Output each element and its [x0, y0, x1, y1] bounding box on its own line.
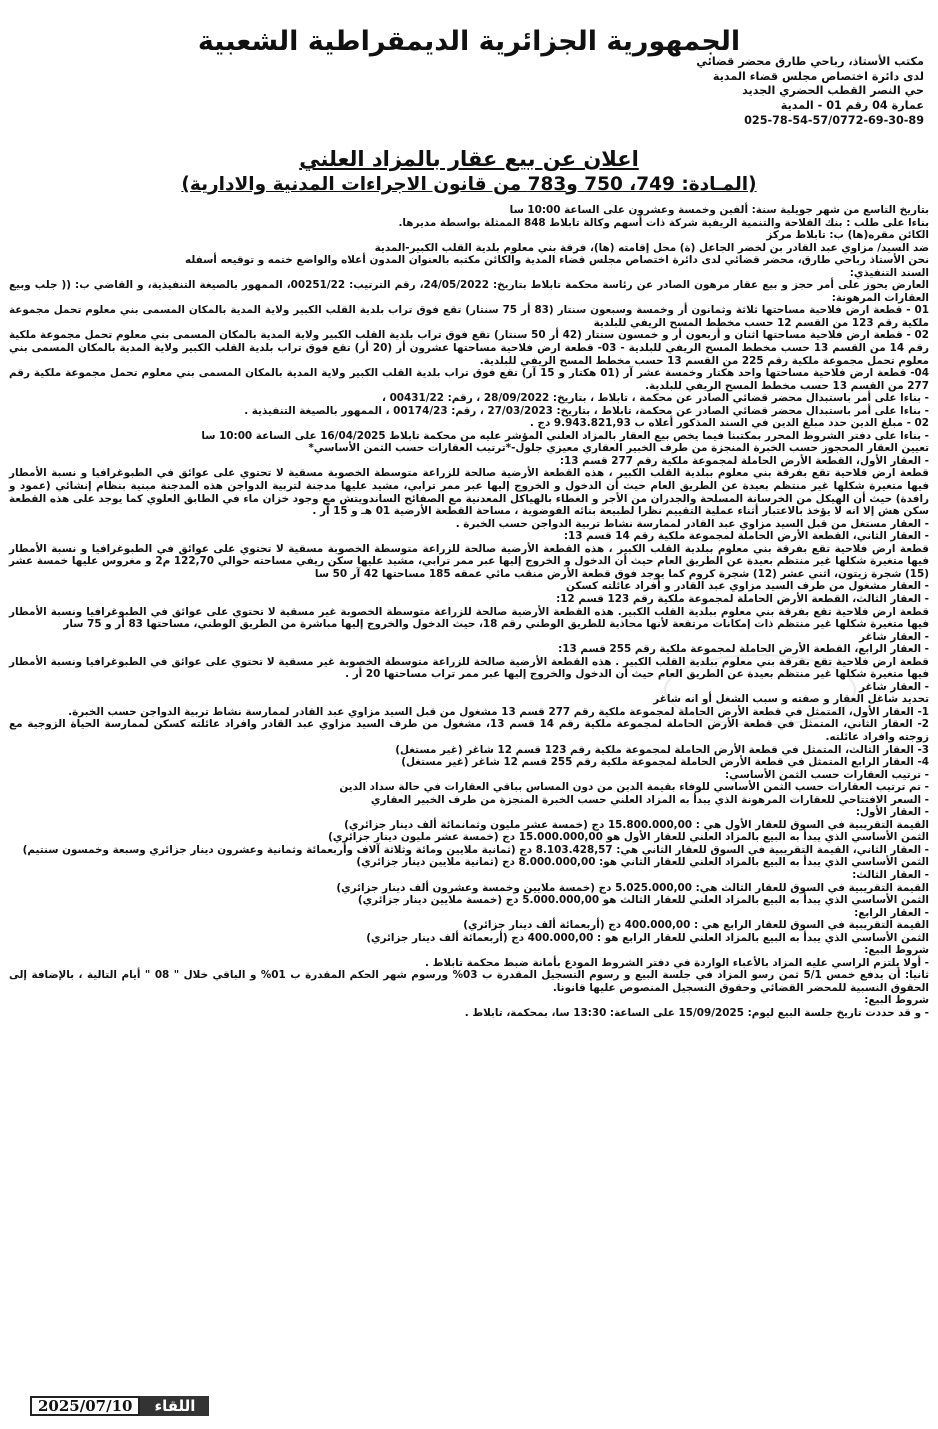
- notice-title-articles: (المـادة: 749، 750 و783 من قانون الاجراءات المدنية والادارية): [181, 174, 757, 195]
- notice-paragraph: السند التنفيذي:: [849, 266, 929, 279]
- notice-paragraph: القيمة التقريبية في السوق للعقار الثالث هي: 5.025.000,00 دج (خمسة ملايين وخمسة وعشرون ألف دينار جزائري): [336, 881, 929, 894]
- notice-paragraph: - أولا يلتزم الراسي عليه المزاد بالأعباء الواردة في دفتر الشروط المودع بأمانة ضبط محكمة تابلاط .: [425, 956, 929, 969]
- notice-paragraph: - و قد حددت تاريخ جلسة البيع ليوم: 15/09/2025 على الساعة: 13:30 سا، بمحكمة، تابلاط .: [464, 1007, 929, 1019]
- notice-title-main: اعلان عن بيع عقار بالمزاد العلني: [299, 147, 639, 171]
- notice-paragraph: بناءا على طلب : بنك الفلاحة والتنمية الريفية شركة ذات أسهم وكالة تابلاط 848 الممثلة بواسطة مديرها.: [398, 216, 929, 229]
- office-line: عمارة 04 رقم 01 - المدية: [780, 99, 924, 113]
- notice-paragraph: ضد السيد/ مزاوي عبد القادر بن لخضر الجاعل (ة) محل إقامته (ها)، فرقة بني معلوم بلدية القلب الكبير-المدية: [374, 241, 929, 254]
- publication-date: 2025/07/10: [30, 1396, 140, 1416]
- bailiff-office-block: [484, 55, 924, 129]
- newspaper-footer: [30, 1396, 209, 1416]
- notice-paragraph: بتاريخ التاسع من شهر جويلية سنة: ألفين وخمسة وعشرون على الساعة 10:00 سا: [509, 204, 929, 216]
- office-phones: 025-78-54-57/0772-69-30-89: [744, 113, 924, 127]
- notice-paragraph: الثمن الأساسي الذي يبدأ به البيع بالمزاد العلني للعقار الثاني هو: 8.000.000,00 دج (ثمانية ملايين دينار جزائري): [356, 856, 929, 869]
- notice-paragraph: قطعة ارض فلاحية تقع بفرقة بني معلوم ببلدية القلب الكبير. هذه القطعة الأرضية صالحة للزراعة متوسطة الخصوبة غير مسقية لا تحتوي على عوائق في الطبوغرافيا ونسبة الأمطار فيها متغيرة شكلها غير منتظم ذات إمكانات مرتفعة لأنها محاذية للطريق الوطني رقم 18، حيث الدخول والخروج إليها مباشرة من الطريق الوطني، مساحتها 83 أر و 75 سار: [9, 605, 929, 631]
- notice-paragraph: - العقار مستغل من قبل السيد مزاوي عبد القادر لممارسة نشاط تربية الدواجن حسب الخبرة .: [455, 517, 929, 530]
- notice-paragraph: 02 - مبلغ الدين حدد مبلغ الدين في السند المذكور أعلاه ب 9.943.821,93 دج .: [529, 417, 929, 430]
- notice-paragraph: - ترتيب العقارات حسب الثمن الأساسي:: [725, 768, 929, 781]
- notice-paragraph: 02 - قطعة ارض فلاحية مساحتها اثنان و أربعون أر و خمسون سنتار (42 أر 50 سنتار) تقع فوق تراب بلدية القلب الكبير ولاية المدية بالمكان المسمى بني معلوم تحمل مجموعة ملكية رقم 14 من القسم 13 حسب مخطط المسح الريفي للبلدية - 03- قطعة ارض فلاحية مساحتها عشرون أر (20 أر) تقع فوق تراب بلدية القلب الكبير ولاية المدية بالمكان المسمى بني معلوم تحمل مجموعة ملكية رقم 225 من القسم 13 حسب مخطط المسح الريفي للبلدية.: [9, 329, 930, 367]
- notice-paragraph: 2- العقار الثاني، المتمثل في قطعة الأرض الحاملة لمجموعة ملكية رقم 14 قسم 13، مشغول من طرف السيد مزاوي عبد القادر وافراد عائلته كسكن لممارسة الحياة الزوجية مع زوجته وافراد عائلته.: [9, 718, 929, 743]
- notice-paragraph: الكائن مقره(ها) ب: تابلاط مركز: [766, 229, 929, 242]
- notice-body: [9, 204, 929, 1020]
- notice-paragraph: قطعة ارض فلاحية تقع بفرقة بني معلوم ببلدية القلب الكبير ، هذه القطعة الأرضية صالحة للزراعة متوسطة الخصوبة مسقية لا تحتوي على عوائق في الطبوغرافيا و نسبة الأمطار فيها متغيرة شكلها غير منتظم بعيدة عن الطريق العام حيث أن الدخول و الخروج إليها عبر ممر ترابي، مشيد عليها مدجنة لتربية الدواجن هذه المدجنة مبنية بنظام إنشائي (عمود و رافدة) حيث أن الهيكل من الخرسانة المسلحة والجدران من الأجر و الغطاء بالهياكل المعدنية مع الصفائح الساندويتش مع وجود خزان ماء في الطابق العلوي كما يوجد على هذه القطعة سكن هش إلا انه لا يؤخذ بالاعتبار أثناء عملية التقييم نظرا لطبيعة بنائه الفوضوية ، مساحة القطعة الأرضية 01 هـ و 15 آر .: [9, 467, 929, 518]
- notice-paragraph: تعيين العقار المحجوز حسب الخبرة المنجزة من طرف الخبير العقاري معيزي جلول-*ترتيب العقارات حسب الثمن الأساسي*: [308, 442, 929, 455]
- notice-paragraph: - العقار الرابع، القطعة الأرض الحاملة لمجموعة ملكية رقم 255 قسم 13:: [558, 643, 929, 656]
- country-heading: الجمهورية الجزائرية الديمقراطية الشعبية: [197, 26, 741, 57]
- notice-paragraph: تحديد شاغل العقار و صفته و سبب الشغل أو انه شاغر: [653, 693, 929, 706]
- notice-paragraph: - تم ترتيب العقارات حسب الثمن الأساسي للوفاء بقيمة الدين من دون المساس بباقي العقارات في حالة سداد الدين: [339, 781, 929, 794]
- notice-paragraph: - العقار الثاني، القطعة الأرض الحاملة لمجموعة ملكية رقم 14 قسم 13:: [563, 530, 929, 543]
- newspaper-name: اللقاء: [140, 1396, 209, 1416]
- notice-paragraph: - بناءا على أمر باستبدال محضر قضائي الصادر عن محكمة ، تابلاط ، بتاريخ: 28/09/2022 ، رقم: 00431/22 ،: [381, 392, 929, 405]
- notice-paragraph: 3- العقار الثالث، المتمثل في قطعة الأرض الحاملة لمجموعة ملكية رقم 123 قسم 12 شاغر (غير مستغل): [395, 743, 929, 756]
- office-line: حي النصر القطب الحضري الجديد: [742, 84, 924, 98]
- notice-paragraph: ثانيا: أن يدفع خمس 5/1 ثمن رسو المزاد في جلسة البيع و رسوم التسجيل المقدرة ب 03% ورسوم شهر الحكم المقدرة ب 01% و الباقي خلال " 08 " أيام التالية ، بالإضافة إلى الحقوق النسبية للمحضر القضائي وحقوق التسجيل المنصوص عليها قانونا.: [9, 969, 929, 994]
- notice-paragraph: - العقار الثالث:: [852, 868, 929, 881]
- notice-paragraph: القيمة التقريبية في السوق للعقار الأول هي : 15.800.000,00 دج (خمسة عشر مليون وثمانمائة ألف دينار جزائري): [344, 818, 929, 831]
- notice-paragraph: - السعر الافتتاحي للعقارات المرهونة الذي يبدأ به المزاد العلني حسب الخبرة المنجزة من طرف الخبير العقاري: [370, 793, 929, 806]
- notice-paragraph: 01 - قطعة ارض فلاحية مساحتها ثلاثة وثمانون أر وخمسة وسبعون سنتار (83 أر 75 سنتار) تقع فوق تراب بلدية القلب الكبير ولاية المدية بالمكان المسمى بني معلوم تحمل مجموعة ملكية رقم 123 من القسم 12 حسب مخطط المسح الريفي للبلدية: [9, 304, 930, 329]
- notice-paragraph: - العقار الثاني، القيمة التقريبية في السوق للعقار الثاني هي: 8.103.428,57 دج (ثمانية ملايين ومائة وثلاثة آلاف وأربعمائة وثمانية وعشرون دينار جزائري وسبعة وخمسون سنتيم): [22, 843, 929, 856]
- notice-paragraph: الثمن الأساسي الذي يبدأ به البيع بالمزاد العلني للعقار الأول هو 15.000.000,00 دج (خمسة عشر مليون دينار جزائري): [328, 831, 929, 844]
- notice-paragraph: 1- العقار الأول، المتمثل في قطعة الأرض الحاملة لمجموعة ملكية رقم 277 قسم 13 مشغول من قبل السيد مزاوي عبد القادر لممارسة نشاط تربية الدواجن حسب الخبرة.: [68, 705, 929, 718]
- notice-paragraph: - العقار شاغر: [859, 630, 929, 643]
- notice-paragraph: 04- قطعة ارض فلاحية مساحتها واحد هكتار وخمسة عشر آر (01 هكتار و 15 آر) تقع فوق تراب بلدية القلب الكبير ولاية المدية بالمكان المسمى بني معلوم تحمل مجموعة ملكية رقم 277 من القسم 13 حسب مخطط المسح الريفي للبلدية.: [9, 367, 929, 392]
- notice-paragraph: 4- العقار الرابع المتمثل في قطعة الأرض الحاملة لمجموعة ملكية رقم 255 قسم 12 شاغر (غير مستغل): [401, 756, 929, 769]
- notice-paragraph: الثمن الأساسي الذي يبدأ به البيع بالمزاد العلني للعقار الثالث هو 5.000.000,00 دج (خمسة ملايين دينار جزائري): [357, 894, 929, 907]
- notice-paragraph: نحن الأستاذ رباحي طارق، محضر قضائي لدى دائرة اختصاص مجلس قضاء المدية والكائن مكتبه بالعنوان المدون أعلاه والواضع ختمه و توقيعه أسفله: [185, 254, 929, 267]
- notice-paragraph: القيمة التقريبية في السوق للعقار الرابع هي : 400.000,00 دج (أربعمائة ألف دينار جزائري): [463, 919, 929, 932]
- notice-paragraph: شروط البيع:: [864, 944, 929, 957]
- notice-paragraph: - العقار مشغول من طرف السيد مزاوي عبد القادر و أفراد عائلته كسكن: [565, 580, 929, 593]
- office-line: لدى دائرة اختصاص مجلس قضاء المدية: [712, 69, 924, 83]
- notice-paragraph: - بناءا على أمر باستبدال محضر قضائي الصادر عن محكمة، تابلاط ، بتاريخ: 27/03/2023 ، رقم: 00174/23 ، الممهور بالصيغة التنفيذية .: [244, 404, 929, 417]
- notice-paragraph: العارض يحوز على أمر حجز و بيع عقار مرهون الصادر عن رئاسة محكمة تابلاط بتاريخ: 24/05/2022، رقم الترتيب: 00251/22، الممهور بالصيغة التنفيذية، و القاضي ب: (( جلب وبيع العقارات المرهونة:: [9, 279, 929, 304]
- notice-paragraph: - العقار الأول، القطعة الأرض الحاملة لمجموعة ملكية رقم 277 قسم 13:: [559, 454, 929, 467]
- notice-paragraph: الثمن الأساسي الذي يبدأ به البيع بالمزاد العلني للعقار الرابع هو : 400.000,00 دج (أربعمائة ألف دينار جزائري): [366, 931, 929, 944]
- notice-paragraph: شروط البيع:: [864, 994, 929, 1007]
- notice-paragraph: - العقار الرابع:: [854, 906, 929, 919]
- notice-paragraph: - العقار شاغر: [859, 680, 929, 693]
- notice-paragraph: - بناءا على دفتر الشروط المحرر بمكتبنا فيما يخص بيع العقار بالمزاد العلني المؤشر عليه من محكمة تابلاط 16/04/2025 على الساعة 10:00 سا: [201, 429, 929, 442]
- notice-paragraph: قطعة ارض فلاحية تقع بفرقة بني معلوم ببلدية القلب الكبير . هذه القطعة الأرضية صالحة للزراعة متوسطة الخصوبة غير مسقية لا تحتوي على عوائق في الطبوغرافيا ونسبة الأمطار فيها متغيرة شكلها غير منتظم بعيدة عن الطريق العام حيث أن الدخول والخروج إليها عبر ممر تراب مساحتها 20 أر .: [9, 655, 929, 681]
- office-line: مكتب الأستاذ، رباحي طارق محضر قضائي: [696, 55, 924, 68]
- notice-paragraph: - العقار الثالث، القطعة الأرض الحاملة لمجموعة ملكية رقم 123 قسم 12:: [556, 592, 929, 605]
- notice-paragraph: قطعة ارض فلاحية تقع بفرقة بني معلوم ببلدية القلب الكبير ، هذه القطعة الأرضية صالحة للزراعة متوسطة الخصوبة مسقية لا تحتوي على عوائق في الطبوغرافيا و نسبة الأمطار فيها متغيرة شكلها غير منتظم بعيدة عن الطريق العام حيث أن الدخول و الخروج إليها عبر ممر ترابي، مشيد عليها سكن ريفي مساحته حوالي 122,70 م2 و مغروس عليها خمسة عشر (15) شجرة زيتون، اثني عشر (12) شجرة كروم كما يوجد فوق قطعة الأرض منقب مائي عمقه 185 مساحتها 42 آر 50 سا: [9, 542, 930, 580]
- notice-paragraph: - العقار الأول:: [855, 806, 929, 819]
- notice-title: [0, 145, 938, 197]
